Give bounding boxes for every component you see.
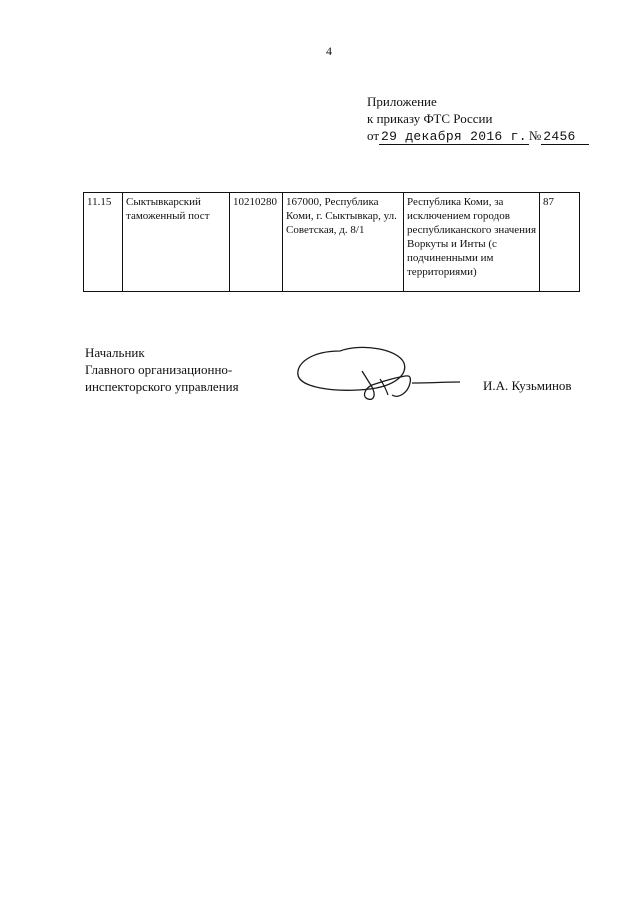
appendix-header (367, 93, 589, 145)
appendix-title: Приложение (367, 94, 437, 109)
handwritten-signature (292, 343, 467, 413)
order-number: 2456 (541, 130, 589, 145)
order-number-sign: № (528, 128, 542, 143)
region-text: Республика Коми, за исключением городов республиканского значения Воркуты и Инты (407, 196, 537, 250)
signer-name: И.А. Кузьминов (483, 378, 572, 393)
page-number: 4 (326, 44, 332, 58)
post-name-cell: Сыктывкарский таможенный пост (123, 193, 230, 292)
post-address-cell: 167000, Республика Коми, г. Сыктывкар, ул. Советская, д. 8/1 (283, 193, 404, 292)
region-cell (404, 193, 540, 292)
order-from-label: от (367, 128, 380, 143)
order-date: 29 декабря 2016 г. (381, 129, 527, 144)
customs-post-table (83, 192, 580, 292)
position-line-3: инспекторского управления (85, 379, 239, 394)
position-line-1: Начальник (85, 345, 145, 360)
post-code-cell: 10210280 (230, 193, 283, 292)
appendix-order-reference: к приказу ФТС России (367, 111, 493, 126)
order-line (367, 127, 589, 145)
row-number-cell: 11.15 (84, 193, 123, 292)
position-line-2: Главного организационно- (85, 362, 233, 377)
quantity-cell: 87 (540, 193, 580, 292)
region-note: (с подчиненными им территориями) (407, 238, 497, 278)
table-row (84, 193, 580, 292)
signatory-position (85, 344, 239, 395)
